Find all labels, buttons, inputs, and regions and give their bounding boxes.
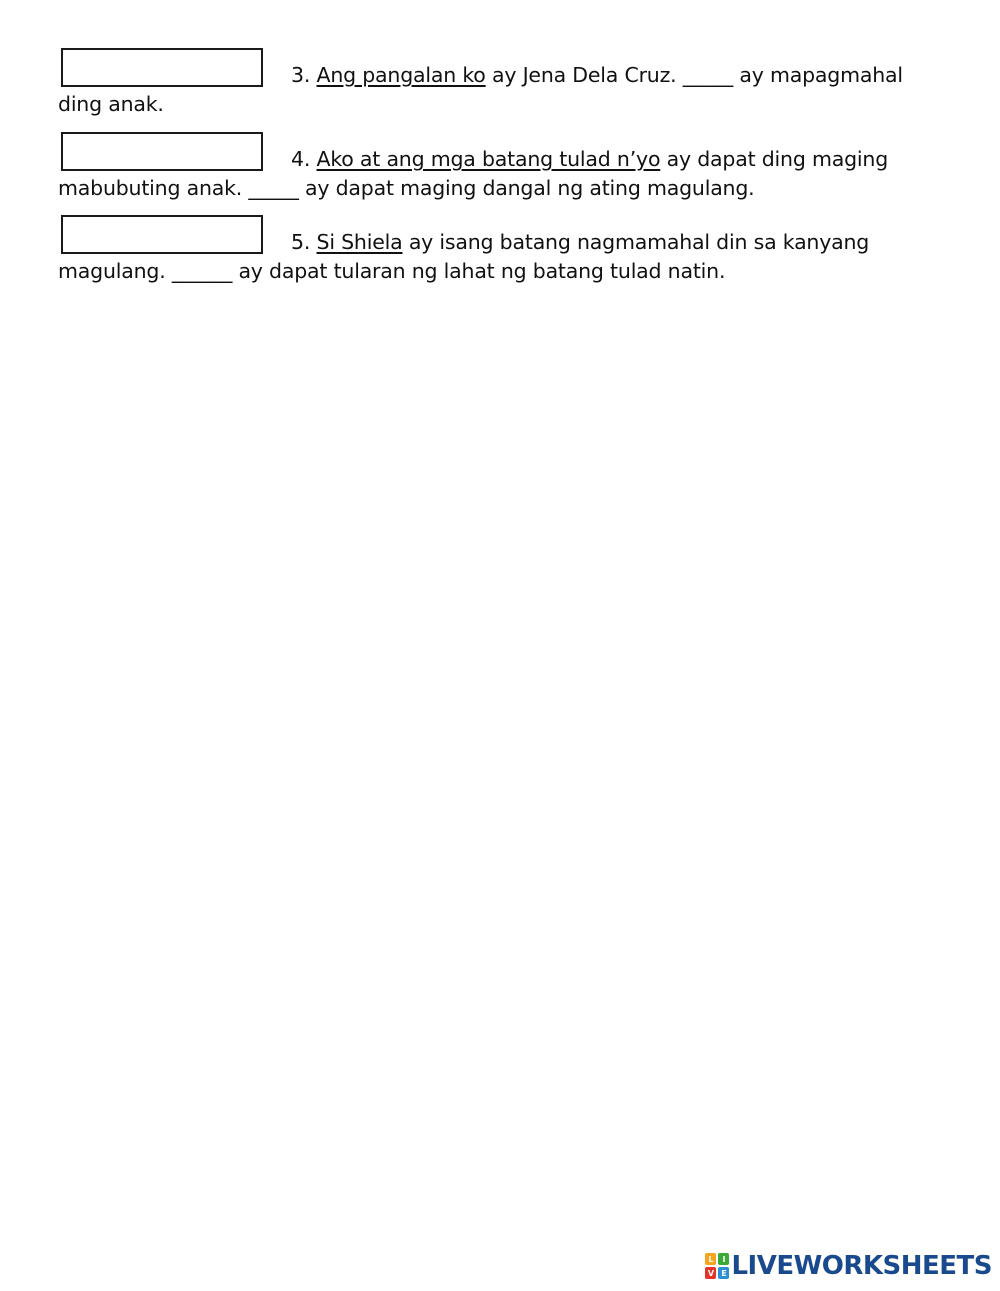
question-3-number: 3. [291, 63, 311, 87]
logo-letter-e: E [718, 1267, 729, 1279]
question-5-line-2: magulang. ______ ay dapat tularan ng lahat ng batang tulad natin. [58, 259, 726, 283]
question-3-line-2: ding anak. [58, 92, 164, 116]
question-4-line-1-rest: ay dapat ding maging [660, 147, 889, 171]
question-4 [58, 132, 948, 205]
answer-box-3[interactable] [61, 48, 263, 87]
logo-letter-v: V [705, 1267, 716, 1279]
question-5-underlined-subject: Si Shiela [316, 230, 403, 254]
question-4-number: 4. [291, 147, 311, 171]
logo-wordmark: LIVEWORKSHEETS [731, 1251, 992, 1281]
question-3-line-1-rest: ay Jena Dela Cruz. _____ ay mapagmahal [485, 63, 903, 87]
question-5-line-1-rest: ay isang batang nagmamahal din sa kanyang [402, 230, 870, 254]
liveworksheets-logo [705, 1251, 992, 1281]
question-3-underlined-subject: Ang pangalan ko [316, 63, 486, 87]
live-logo-icon [705, 1253, 729, 1279]
question-5-number: 5. [291, 230, 311, 254]
answer-box-5[interactable] [61, 215, 263, 254]
question-4-line-2: mabubuting anak. _____ ay dapat maging dangal ng ating magulang. [58, 176, 755, 200]
question-4-underlined-subject: Ako at ang mga batang tulad n’yo [316, 147, 661, 171]
answer-box-4[interactable] [61, 132, 263, 171]
logo-letter-i: I [718, 1253, 729, 1265]
question-5 [58, 215, 948, 288]
logo-letter-l: L [705, 1253, 716, 1265]
question-3 [58, 48, 948, 121]
